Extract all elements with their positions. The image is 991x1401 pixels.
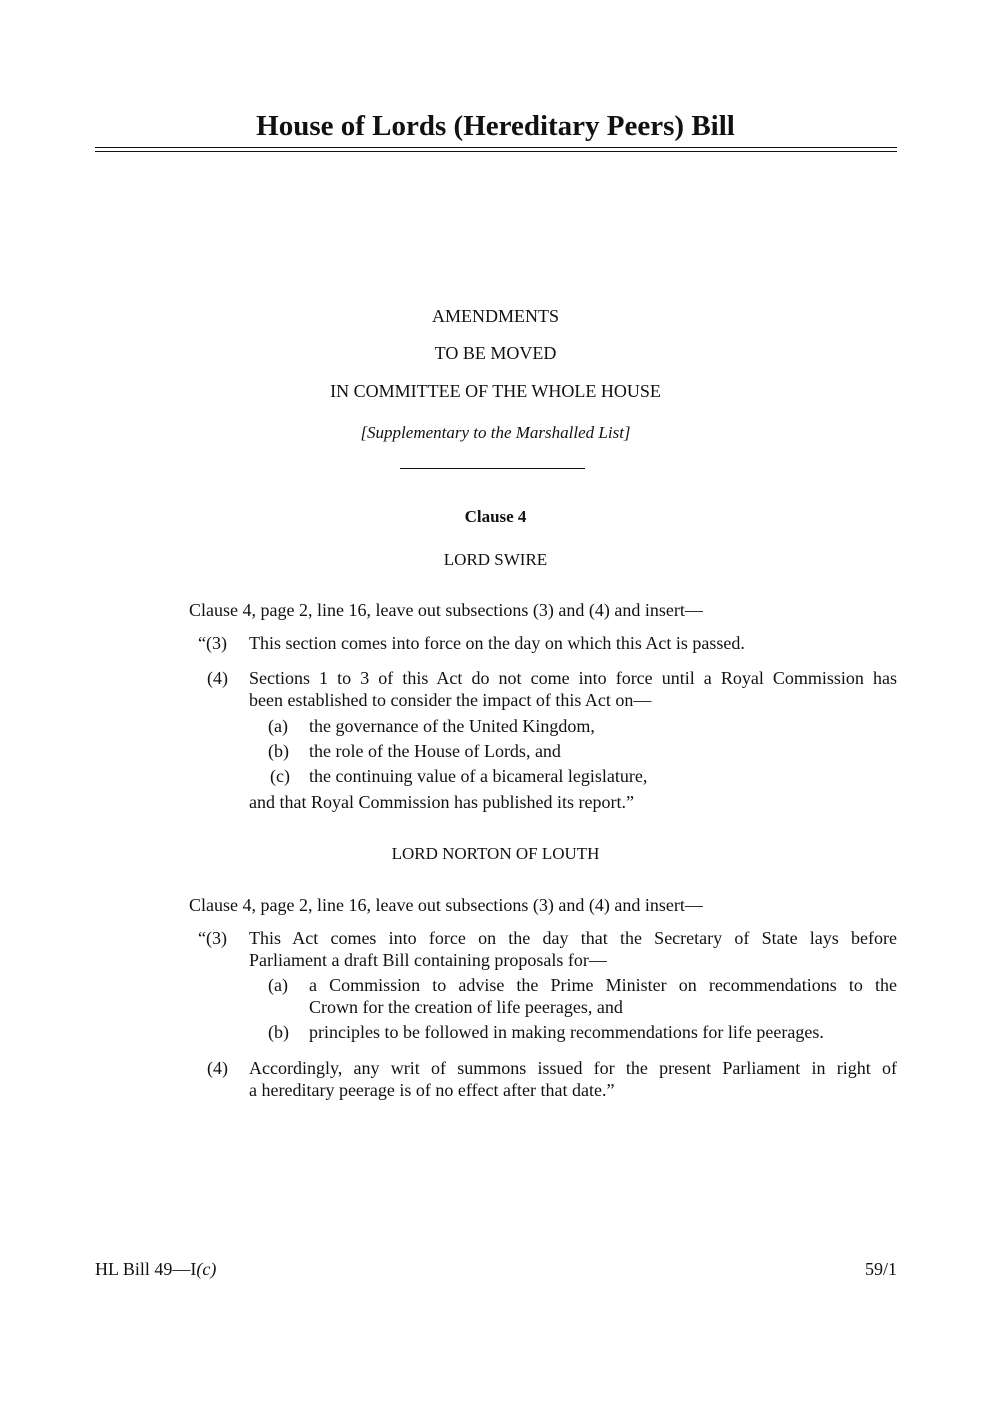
item-text: principles to be followed in making recommendations for life peerages. bbox=[309, 1022, 824, 1042]
item-text: the governance of the United Kingdom, bbox=[309, 716, 595, 736]
bill-reference bbox=[95, 1258, 216, 1280]
subsection-text: This Act comes into force on the day that the Secretary of State lays before bbox=[249, 928, 897, 948]
closing-text: and that Royal Commission has published its report.” bbox=[249, 792, 634, 812]
amendment-intro: Clause 4, page 2, line 16, leave out subsections (3) and (4) and insert— bbox=[189, 600, 703, 620]
subsection-text: Accordingly, any writ of summons issued for the present Parliament in right of bbox=[249, 1058, 897, 1078]
mover-name: LORD NORTON OF LOUTH bbox=[391, 844, 600, 863]
item-text: a Commission to advise the Prime Minister on recommendations to the bbox=[309, 975, 897, 995]
amendment-intro: Clause 4, page 2, line 16, leave out subsections (3) and (4) and insert— bbox=[189, 895, 703, 915]
subsection-number: “(3) bbox=[198, 928, 227, 948]
heading-line: AMENDMENTS bbox=[431, 306, 559, 326]
title-rule-top bbox=[95, 147, 897, 148]
item-text: Crown for the creation of life peerages, and bbox=[309, 997, 623, 1017]
title-rule-bottom bbox=[95, 151, 897, 152]
subsection-number: (4) bbox=[207, 1058, 228, 1078]
subsection-text: Parliament a draft Bill containing proposals for— bbox=[249, 950, 607, 970]
subheading: [Supplementary to the Marshalled List] bbox=[360, 423, 631, 442]
page-reference: 59/1 bbox=[864, 1259, 897, 1279]
item-number: (b) bbox=[268, 1022, 289, 1042]
item-number: (c) bbox=[270, 766, 290, 786]
subsection-number: “(3) bbox=[198, 633, 227, 653]
item-text: the role of the House of Lords, and bbox=[309, 741, 561, 761]
bill-number: HL Bill 49—I bbox=[95, 1259, 197, 1279]
subsection-text: This section comes into force on the day on which this Act is passed. bbox=[249, 633, 745, 653]
subsection-number: (4) bbox=[207, 668, 228, 688]
item-number: (b) bbox=[268, 741, 289, 761]
subsection-text: been established to consider the impact of this Act on— bbox=[249, 690, 652, 710]
clause-heading: Clause 4 bbox=[464, 507, 527, 526]
bill-suffix: (c) bbox=[196, 1259, 217, 1279]
bill-title: House of Lords (Hereditary Peers) Bill bbox=[256, 110, 735, 142]
item-text: the continuing value of a bicameral legislature, bbox=[309, 766, 648, 786]
heading-line: TO BE MOVED bbox=[434, 343, 557, 363]
item-number: (a) bbox=[268, 716, 288, 736]
subsection-text: Sections 1 to 3 of this Act do not come into force until a Royal Commission has bbox=[249, 668, 897, 688]
section-divider bbox=[400, 468, 585, 469]
item-number: (a) bbox=[268, 975, 288, 995]
heading-line: IN COMMITTEE OF THE WHOLE HOUSE bbox=[330, 381, 661, 401]
mover-name: LORD SWIRE bbox=[443, 550, 548, 569]
subsection-text: a hereditary peerage is of no effect after that date.” bbox=[249, 1080, 615, 1100]
